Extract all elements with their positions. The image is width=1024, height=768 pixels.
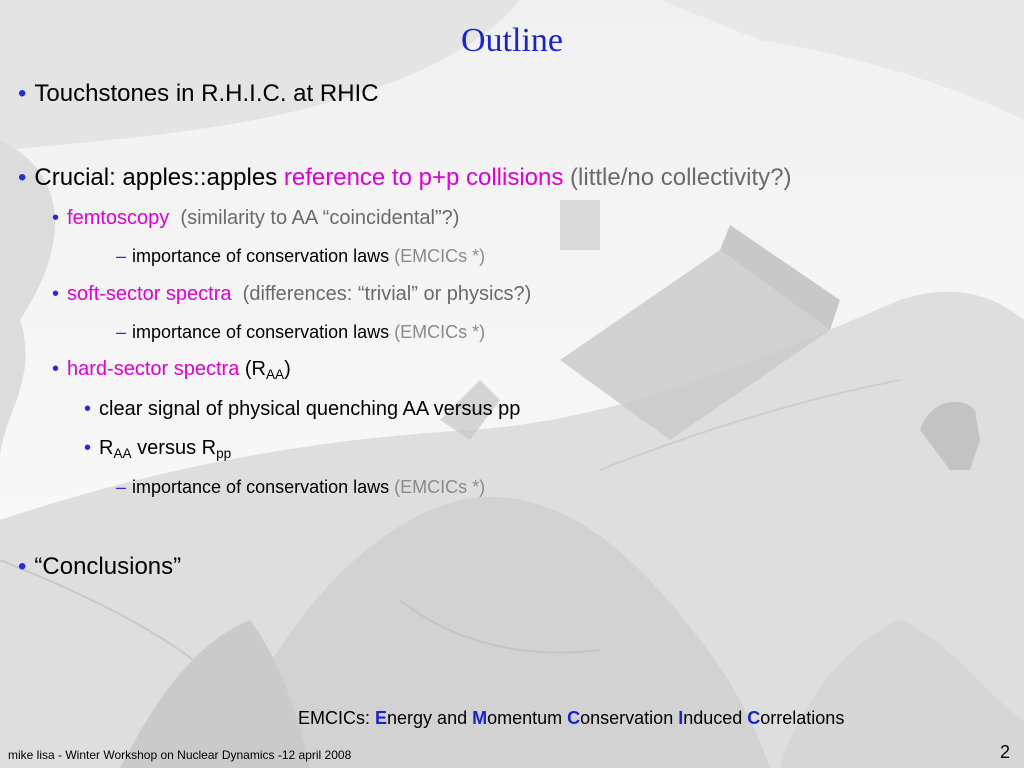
emcics-note: (EMCICs *) xyxy=(394,322,486,342)
aa-subscript: AA xyxy=(113,446,132,462)
bullet-icon: • xyxy=(18,80,27,107)
crucial-note: (little/no collectivity?) xyxy=(563,164,792,191)
item-conclusions xyxy=(18,553,181,581)
emcics-definition xyxy=(298,708,844,729)
slide-title: Outline xyxy=(461,22,563,59)
dash-icon: – xyxy=(116,322,127,342)
item-quenching xyxy=(84,398,520,421)
emcics-induced: nduced xyxy=(683,708,748,728)
emcics-letter-c1: C xyxy=(567,708,581,728)
femtoscopy-label: femtoscopy xyxy=(67,207,170,229)
crucial-prefix: Crucial: apples::apples xyxy=(34,164,284,191)
dash-icon: – xyxy=(116,477,127,497)
femtoscopy-note: (similarity to AA “coincidental”?) xyxy=(180,207,460,229)
emcics-letter-m: M xyxy=(472,708,488,728)
item-hard-sector xyxy=(52,358,291,381)
emcics-momentum: omentum xyxy=(487,708,568,728)
bullet-icon: • xyxy=(84,398,92,420)
hard-sector-label: hard-sector spectra xyxy=(67,358,240,380)
footer-text: mike lisa - Winter Workshop on Nuclear Dynamics -12 april 2008 xyxy=(8,748,352,762)
raa-open: (R xyxy=(239,358,266,380)
item-conservation-1 xyxy=(116,246,485,267)
emcics-letter-i: I xyxy=(678,708,684,728)
emcics-letter-c2: C xyxy=(747,708,761,728)
raa-close: ) xyxy=(284,358,291,380)
conclusions-text: “Conclusions” xyxy=(34,553,182,580)
item-conservation-3 xyxy=(116,477,485,498)
emcics-prefix: EMCICs: xyxy=(298,708,376,728)
emcics-letter-e: E xyxy=(375,708,388,728)
r-aa: R xyxy=(99,437,114,459)
item-touchstones xyxy=(18,80,379,108)
conservation-text: importance of conservation laws xyxy=(132,246,395,266)
page-number: 2 xyxy=(1000,742,1011,762)
item-soft-sector xyxy=(52,283,531,306)
pp-subscript: pp xyxy=(216,446,232,462)
item-raa-vs-rpp xyxy=(84,437,231,460)
soft-sector-note: (differences: “trivial” or physics?) xyxy=(242,283,532,305)
item-crucial xyxy=(18,164,791,192)
conservation-text: importance of conservation laws xyxy=(132,477,395,497)
conservation-text: importance of conservation laws xyxy=(132,322,395,342)
item-conservation-2 xyxy=(116,322,485,343)
crucial-highlight: reference to p+p collisions xyxy=(283,164,564,191)
bullet-icon: • xyxy=(52,358,60,380)
quenching-text: clear signal of physical quenching AA versus pp xyxy=(99,398,521,420)
emcics-correlations: orrelations xyxy=(760,708,845,728)
emcics-note: (EMCICs *) xyxy=(394,246,486,266)
item-femtoscopy xyxy=(52,207,459,230)
bullet-icon: • xyxy=(52,207,60,229)
emcics-energy: nergy and xyxy=(387,708,473,728)
emcics-conservation: onservation xyxy=(580,708,679,728)
raa-subscript: AA xyxy=(265,367,285,383)
bullet-icon: • xyxy=(84,437,92,459)
bullet-icon: • xyxy=(18,164,27,191)
versus-r: versus R xyxy=(131,437,217,459)
bullet-icon: • xyxy=(52,283,60,305)
soft-sector-label: soft-sector spectra xyxy=(67,283,232,305)
emcics-note: (EMCICs *) xyxy=(394,477,486,497)
dash-icon: – xyxy=(116,246,127,266)
touchstones-text: Touchstones in R.H.I.C. at RHIC xyxy=(34,80,379,107)
bullet-icon: • xyxy=(18,553,27,580)
